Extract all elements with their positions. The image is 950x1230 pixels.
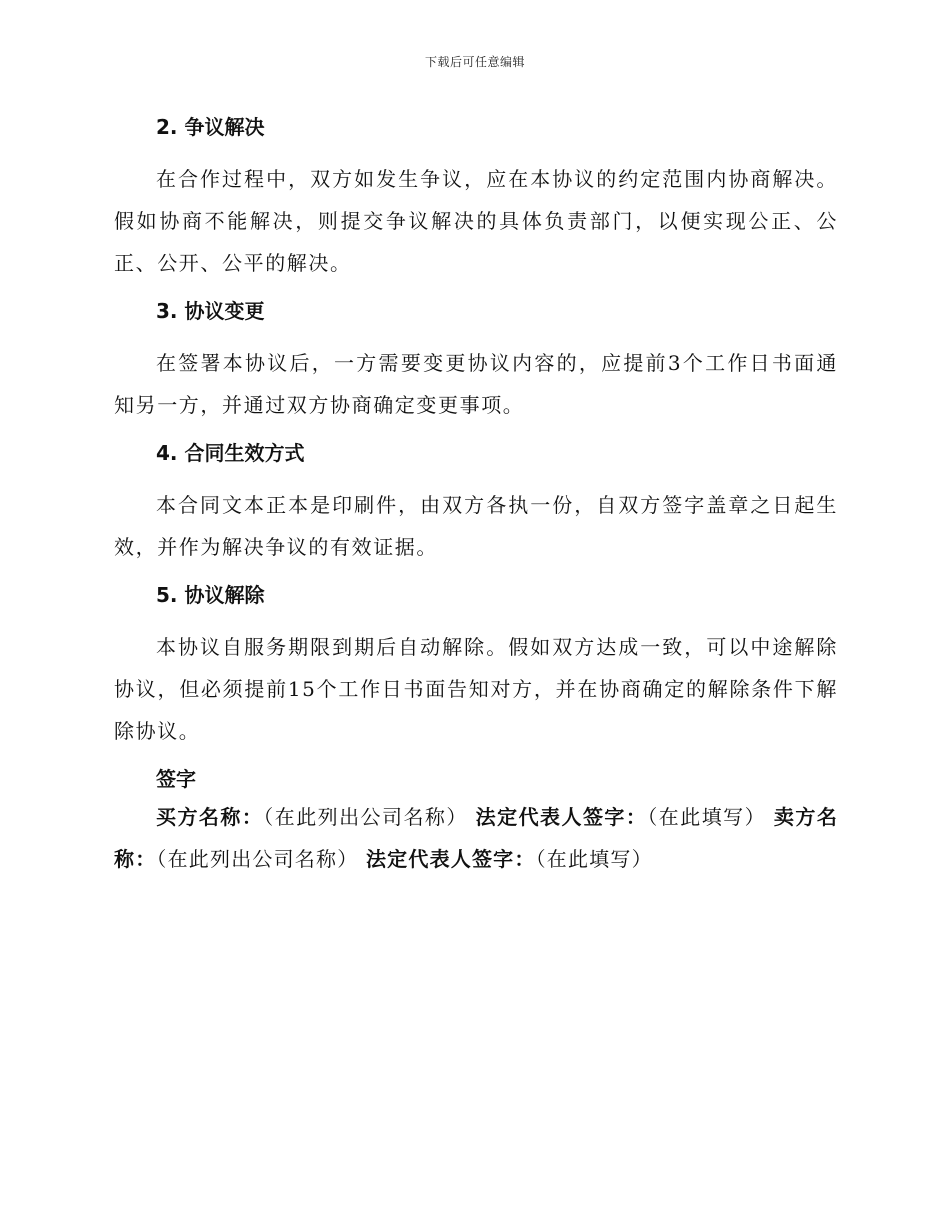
- section-body: 本合同文本正本是印刷件，由双方各执一份，自双方签字盖章之日起生效，并作为解决争议的有效证据。: [114, 493, 838, 559]
- section-heading: 2. 争议解决: [156, 115, 265, 139]
- section-change: [114, 294, 838, 426]
- buyer-label: 买方名称：: [156, 805, 264, 829]
- spacer: [114, 752, 838, 762]
- document-body: [114, 110, 838, 880]
- section-heading: 4. 合同生效方式: [156, 441, 305, 465]
- spacer: [114, 426, 838, 436]
- section-signature: [114, 762, 838, 880]
- section-body: 在合作过程中，双方如发生争议，应在本协议的约定范围内协商解决。假如协商不能解决，则提交争议解决的具体负责部门，以便实现公正、公正、公开、公平的解决。: [114, 167, 838, 275]
- section-body: 本协议自服务期限到期后自动解除。假如双方达成一致，可以中途解除协议，但必须提前15个工作日书面告知对方，并在协商确定的解除条件下解除协议。: [114, 635, 838, 743]
- buyer-rep-label: 法定代表人签字：: [475, 805, 648, 829]
- section-dispute: [114, 110, 838, 284]
- seller-label: 卖方名称：: [114, 805, 839, 871]
- seller-rep-value: （在此填写）: [535, 847, 653, 871]
- section-heading: 5. 协议解除: [156, 583, 265, 607]
- section-body: 在签署本协议后，一方需要变更协议内容的，应提前3个工作日书面通知另一方，并通过双方协商确定变更事项。: [114, 351, 838, 417]
- section-heading: 3. 协议变更: [156, 299, 265, 323]
- buyer-value: （在此列出公司名称）: [263, 805, 468, 829]
- spacer: [114, 284, 838, 294]
- seller-value: （在此列出公司名称）: [156, 847, 359, 871]
- buyer-rep-value: （在此填写）: [647, 805, 767, 829]
- signature-heading: 签字: [156, 767, 196, 791]
- section-effective: [114, 436, 838, 568]
- spacer: [114, 568, 838, 578]
- seller-rep-label: 法定代表人签字：: [365, 847, 536, 871]
- header-note: 下载后可任意编辑: [424, 55, 525, 69]
- signature-block: [114, 796, 838, 880]
- section-termination: [114, 578, 838, 752]
